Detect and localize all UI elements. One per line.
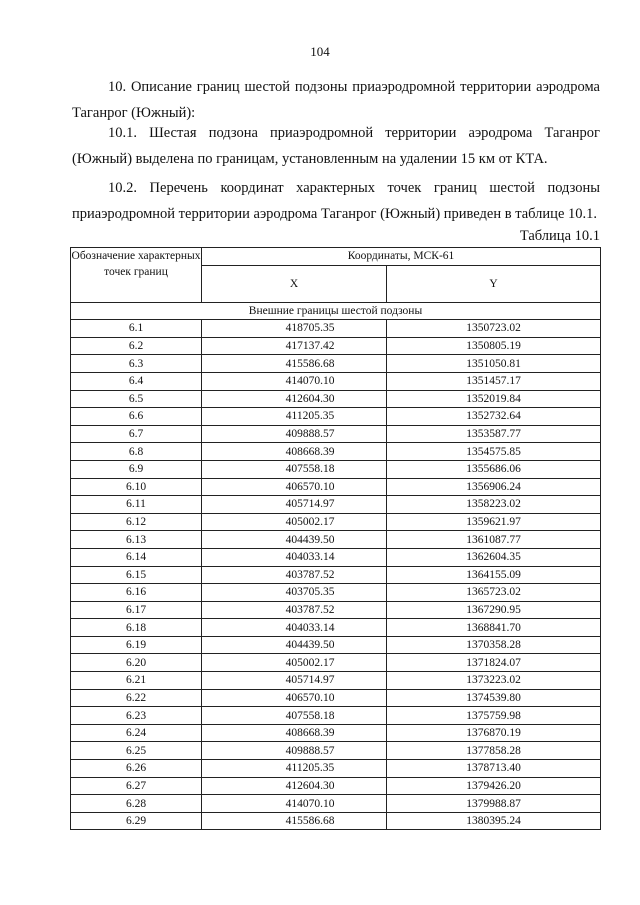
table-row [71, 672, 601, 690]
table-row [71, 408, 601, 426]
y-coordinate-cell: 1352732.64 [387, 408, 601, 426]
x-coordinate-cell [202, 795, 387, 813]
y-coordinate-cell: 1351457.17 [387, 372, 601, 390]
y-coordinate-cell: 1364155.09 [387, 566, 601, 584]
point-id-cell: 6.9 [71, 460, 202, 478]
x-coordinate-cell [202, 636, 387, 654]
x-coordinate-value: 405002.17 [285, 516, 335, 529]
table-row [71, 724, 601, 742]
x-coordinate-value: 415586.68 [285, 357, 335, 370]
table-row [71, 320, 601, 338]
y-coordinate-cell: 1356906.24 [387, 478, 601, 496]
y-coordinate-cell: 1353587.77 [387, 425, 601, 443]
x-coordinate-cell [202, 548, 387, 566]
x-coordinate-value: 412604.30 [285, 392, 335, 405]
x-coordinate-cell [202, 408, 387, 426]
table-row [71, 531, 601, 549]
y-coordinate-cell: 1361087.77 [387, 531, 601, 549]
point-id-cell: 6.12 [71, 513, 202, 531]
table-caption: Таблица 10.1 [519, 228, 600, 244]
table-row [71, 689, 601, 707]
y-coordinate-cell: 1370358.28 [387, 636, 601, 654]
point-id-cell: 6.11 [71, 496, 202, 514]
table-row [71, 636, 601, 654]
y-coordinate-cell: 1374539.80 [387, 689, 601, 707]
x-coordinate-value: 403787.52 [285, 603, 335, 616]
table-row [71, 742, 601, 760]
x-coordinate-cell [202, 707, 387, 725]
x-coordinate-value: 407558.18 [285, 709, 335, 722]
x-coordinate-cell [202, 742, 387, 760]
table-row [71, 443, 601, 461]
y-coordinate-cell: 1358223.02 [387, 496, 601, 514]
point-id-cell: 6.15 [71, 566, 202, 584]
point-id-cell: 6.5 [71, 390, 202, 408]
x-coordinate-cell [202, 460, 387, 478]
y-coordinate-cell: 1350723.02 [387, 320, 601, 338]
header-x: X [202, 265, 387, 302]
x-coordinate-value: 415586.68 [285, 815, 335, 828]
y-coordinate-cell: 1351050.81 [387, 355, 601, 373]
y-coordinate-cell: 1377858.28 [387, 742, 601, 760]
table-row [71, 337, 601, 355]
y-coordinate-cell: 1352019.84 [387, 390, 601, 408]
x-coordinate-cell [202, 601, 387, 619]
header-coordinates-group: Координаты, МСК-61 [202, 248, 601, 266]
x-coordinate-value: 404439.50 [285, 639, 335, 652]
section-10-heading: 10. Описание границ шестой подзоны приаэродромной территории аэродрома Таганрог (Южный): [72, 79, 600, 121]
table-row [71, 566, 601, 584]
y-coordinate-cell: 1354575.85 [387, 443, 601, 461]
table-row [71, 496, 601, 514]
table-row [71, 654, 601, 672]
y-coordinate-cell: 1362604.35 [387, 548, 601, 566]
y-coordinate-cell: 1350805.19 [387, 337, 601, 355]
y-coordinate-cell: 1379426.20 [387, 777, 601, 795]
point-id-cell: 6.13 [71, 531, 202, 549]
table-row [71, 460, 601, 478]
x-coordinate-cell [202, 513, 387, 531]
table-row [71, 372, 601, 390]
table-row [71, 390, 601, 408]
point-id-cell: 6.2 [71, 337, 202, 355]
table-row [71, 777, 601, 795]
point-id-cell: 6.6 [71, 408, 202, 426]
x-coordinate-cell [202, 496, 387, 514]
point-id-cell: 6.26 [71, 760, 202, 778]
x-coordinate-value: 408668.39 [285, 445, 335, 458]
point-id-cell: 6.27 [71, 777, 202, 795]
x-coordinate-value: 409888.57 [285, 744, 335, 757]
y-coordinate-cell: 1378713.40 [387, 760, 601, 778]
y-coordinate-cell: 1367290.95 [387, 601, 601, 619]
x-coordinate-cell [202, 689, 387, 707]
x-coordinate-cell [202, 584, 387, 602]
x-coordinate-value: 412604.30 [285, 779, 335, 792]
table-row [71, 812, 601, 830]
x-coordinate-value: 403787.52 [285, 568, 335, 581]
coordinates-table [70, 247, 601, 830]
x-coordinate-cell [202, 777, 387, 795]
point-id-cell: 6.7 [71, 425, 202, 443]
x-coordinate-cell [202, 372, 387, 390]
x-coordinate-cell [202, 390, 387, 408]
x-coordinate-value: 418705.35 [285, 322, 335, 335]
x-coordinate-value: 405714.97 [285, 498, 335, 511]
x-coordinate-cell [202, 425, 387, 443]
table-row [71, 513, 601, 531]
paragraph-10-2: 10.2. Перечень координат характерных точек границ шестой подзоны приаэродромной территории аэродрома Таганрог (Южный) приведен в таблице 10.1. [72, 180, 600, 222]
x-coordinate-value: 417137.42 [285, 340, 335, 353]
x-coordinate-value: 405002.17 [285, 656, 335, 669]
point-id-cell: 6.23 [71, 707, 202, 725]
x-coordinate-value: 408668.39 [285, 727, 335, 740]
x-coordinate-cell [202, 672, 387, 690]
x-coordinate-cell [202, 566, 387, 584]
point-id-cell: 6.21 [71, 672, 202, 690]
point-id-cell: 6.14 [71, 548, 202, 566]
table-row [71, 425, 601, 443]
x-coordinate-cell [202, 724, 387, 742]
x-coordinate-value: 406570.10 [285, 691, 335, 704]
point-id-cell: 6.28 [71, 795, 202, 813]
x-coordinate-value: 407558.18 [285, 463, 335, 476]
y-coordinate-cell: 1375759.98 [387, 707, 601, 725]
table-row [71, 760, 601, 778]
point-id-cell: 6.24 [71, 724, 202, 742]
x-coordinate-value: 404033.14 [285, 551, 335, 564]
y-coordinate-cell: 1368841.70 [387, 619, 601, 637]
table-row [71, 619, 601, 637]
x-coordinate-cell [202, 812, 387, 830]
point-id-cell: 6.17 [71, 601, 202, 619]
table-row [71, 548, 601, 566]
y-coordinate-cell: 1371824.07 [387, 654, 601, 672]
point-id-cell: 6.29 [71, 812, 202, 830]
x-coordinate-value: 414070.10 [285, 797, 335, 810]
page-number: 104 [310, 44, 330, 59]
x-coordinate-cell [202, 654, 387, 672]
x-coordinate-value: 404033.14 [285, 621, 335, 634]
x-coordinate-cell [202, 531, 387, 549]
point-id-cell: 6.20 [71, 654, 202, 672]
point-id-cell: 6.18 [71, 619, 202, 637]
header-y: Y [387, 265, 601, 302]
x-coordinate-value: 411205.35 [285, 762, 335, 775]
point-id-cell: 6.3 [71, 355, 202, 373]
x-coordinate-cell [202, 760, 387, 778]
section-title-row: Внешние границы шестой подзоны [71, 302, 601, 320]
point-id-cell: 6.10 [71, 478, 202, 496]
x-coordinate-cell [202, 355, 387, 373]
x-coordinate-value: 409888.57 [285, 428, 335, 441]
x-coordinate-cell [202, 478, 387, 496]
x-coordinate-value: 403705.35 [285, 586, 335, 599]
point-id-cell: 6.1 [71, 320, 202, 338]
y-coordinate-cell: 1365723.02 [387, 584, 601, 602]
x-coordinate-value: 406570.10 [285, 480, 335, 493]
table-row [71, 355, 601, 373]
x-coordinate-cell [202, 320, 387, 338]
y-coordinate-cell: 1380395.24 [387, 812, 601, 830]
y-coordinate-cell: 1355686.06 [387, 460, 601, 478]
point-id-cell: 6.22 [71, 689, 202, 707]
table-row [71, 601, 601, 619]
y-coordinate-cell: 1373223.02 [387, 672, 601, 690]
x-coordinate-value: 405714.97 [285, 674, 335, 687]
x-coordinate-value: 414070.10 [285, 375, 335, 388]
point-id-cell: 6.25 [71, 742, 202, 760]
header-point-designation: Обозначение характерных точек границ [71, 248, 202, 303]
table-row [71, 795, 601, 813]
y-coordinate-cell: 1379988.87 [387, 795, 601, 813]
x-coordinate-cell [202, 619, 387, 637]
point-id-cell: 6.19 [71, 636, 202, 654]
point-id-cell: 6.4 [71, 372, 202, 390]
table-row [71, 707, 601, 725]
point-id-cell: 6.8 [71, 443, 202, 461]
point-id-cell: 6.16 [71, 584, 202, 602]
table-row [71, 478, 601, 496]
paragraph-10-1: 10.1. Шестая подзона приаэродромной территории аэродрома Таганрог (Южный) выделена по границам, установленным на удалении 15 км от КТА. [72, 125, 600, 167]
x-coordinate-value: 411205.35 [285, 410, 335, 423]
y-coordinate-cell: 1359621.97 [387, 513, 601, 531]
x-coordinate-cell [202, 337, 387, 355]
y-coordinate-cell: 1376870.19 [387, 724, 601, 742]
x-coordinate-value: 404439.50 [285, 533, 335, 546]
table-row [71, 584, 601, 602]
x-coordinate-cell [202, 443, 387, 461]
